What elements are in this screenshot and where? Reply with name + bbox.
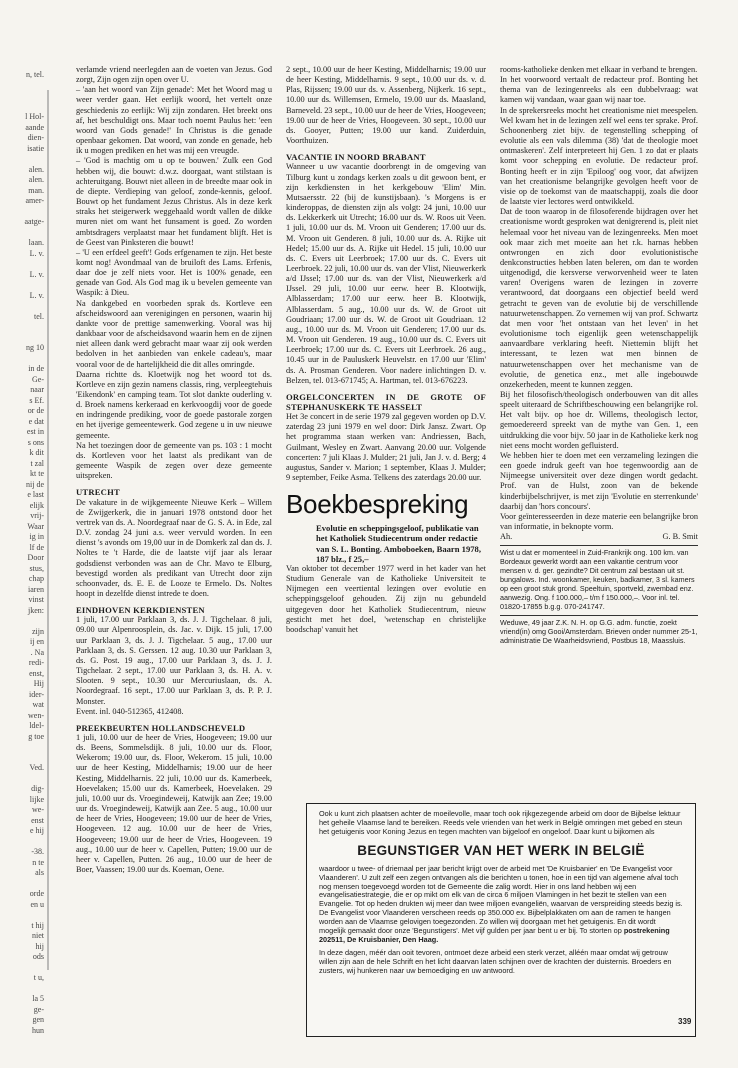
edge-text-line: dien- <box>27 133 44 142</box>
edge-text-line: gen <box>32 1015 44 1024</box>
sermon-paragraph: Na het toezingen door de gemeente van ps. 103 : 1 mocht ds. Kortleven voor het laatst als predikant van de gemeente Waspik de zegen over deze gemeente uitspreken. <box>76 440 272 481</box>
edge-text-line: vinst <box>28 595 44 604</box>
review-book-header: Evolutie en scheppingsgeloof, publikatie van het Katholiek Studiecentrum onder redactie van S. L. Bonting. Amboboeken, Baarn 1978, 187 blz., f 25,– <box>316 523 481 564</box>
sermon-paragraph: Daarna richtte ds. Kloetwijk nog het woord tot ds. Kortleve en zijn gezin namens classis, ring, verpleegtehuis 'Eikendonk' en camping team. Tot slot dankte ouderling v. d. Broek namens kerkeraad en kerkvoogdij voor de goede en indringende prediking, voor de goede pastorale zorgen en het ijverige gemeentewerk. God zegene u in uw nieuwe gemeente. <box>76 369 272 440</box>
edge-text-line: ng 10 <box>26 343 44 352</box>
edge-text-line: elijk <box>29 500 44 510</box>
edge-text-line: hun <box>32 1025 44 1035</box>
edge-text-line: aatge- <box>24 217 44 226</box>
appeal-title: BEGUNSTIGER VAN HET WERK IN BELGIË <box>357 842 645 858</box>
edge-text-line: or de <box>27 406 44 415</box>
edge-text-line: als <box>35 868 44 877</box>
edge-text-line: Ge- <box>32 374 44 384</box>
edge-text-line: wat <box>32 700 44 709</box>
appeal-body-text: waardoor u twee- of driemaal per jaar bericht krijgt over de arbeid met 'De Kruisbanier' en 'De Evangelist voor Vlaanderen'. U zult zelf een zegen ontvangen als die berichten u tonen, hoe in een tijd van algemene afval toch nog mensen toegevoegd worden tot de Gemeente die zalig wordt. Hier in ons land hebben wij een evangelisatiestrategie, die er op mikt om elk van de circa 6 miljoen Vlamingen in het bezit te stellen van een Evangelie. Tot op heden drukten wij meer dan twee miljoen evangeliën, waarvan de verspreiding steeds bezig is. De Evangelist voor Vlaanderen verscheen reeds op 350.000 ex. Bijbelplakkaten om aan de ramen te hangen worden aan de Vlaamse gelovigen toegezonden. Zo willen wij doorgaan met het getuigenis. En dit wordt mogelijk gemaakt door onze 'Begunstigers'. Met vijf gulden per jaar bent u er bij. To storten op <box>319 863 683 936</box>
brabant-heading: VACANTIE IN NOORD BRABANT <box>286 152 426 163</box>
review-paragraph: Voor geïnteresseerden in deze materie een belangrijke bron van informatie, in beknopte vorm. <box>500 511 698 532</box>
signature-left: Ah. <box>500 532 513 542</box>
edge-text-line: isatie <box>27 143 44 153</box>
sermon-report <box>76 65 272 481</box>
edge-text-line <box>0 259 44 270</box>
edge-text-line: s Ef. <box>29 395 44 405</box>
edge-text-line: in de <box>28 364 44 373</box>
review-section-title: Boekbespreking <box>286 489 469 520</box>
edge-text-line: ij en <box>30 637 44 646</box>
review-signature <box>500 532 698 542</box>
edge-text-line: vrij- <box>30 511 44 520</box>
edge-text-line: jken: <box>28 605 44 615</box>
edge-text-line <box>0 910 44 921</box>
edge-text-line: n, tel. <box>26 70 44 79</box>
edge-text-line: orde <box>29 889 44 898</box>
hollandscheveld-text: 1 juli, 10.00 uur de heer de Vries, Hoogeveen; 19.00 uur ds. Beens, Sommelsdijk. 8 juli, 10.00 uur ds. Floor, Wekerom; 19.00 uur, ds. Floor, Wekerom. 15 juli, 10.00 uur de heer Kesting, Middelharnis; 19.00 uur de heer Kesting, Middelharnis. 22 juli, 10.00 uur ds. Kamerbeek, Hoevelaken; 15.00 uur ds. Kamerbeek, Hoevelaken. 29 juli, 10.00 uur ds. Vroegindeweij, Katwijk aan Zee; 19.00 uur ds. Vroegindeweij, Katwijk aan Zee. 5 aug., 10.00 uur de heer de Vries, Hoogeveen; 19.00 uur de heer de Vries, Hoogeveen. 12 aug. 10.00 uur de heer de Vries, Hoogeveen; 19.00 uur de heer de Vries, Hoogeveen. 19 aug., 10.00 uur de heer v. Capellen, Putten; 19.00 uur de heer v. Capellen, Putten. 26 aug., 10.00 uur de heer de Boer, Vaassen; 19.00 uur ds. Koeman, Oene. <box>76 733 272 875</box>
review-paragraph: In de sprekersreeks mocht het creationisme niet meespelen. Wel kwam het in de lezingen zelf wel eens ter sprake. Prof. Schoonenberg ziet bijv. de tegenstelling schepping of evolutie als een vals dilemma (38) 'dat de theologie moet ontmaskeren'. Zelf interpreteert hij Gen. 1 zo dat er plaats komt voor schepping en evolutie. De redacteur prof. Bonting heeft er in zijn 'Epiloog' oog voor, dat afwijzen van het creationisme belangrijke gevolgen heeft voor de visie op de toekomst van de maatschappij, zoals die door de laatste vier lectores werd ontwikkeld. <box>500 105 698 207</box>
edge-text-line: L. v. <box>29 290 44 300</box>
edge-text-line <box>0 333 44 344</box>
edge-text-line: amer- <box>25 196 44 205</box>
edge-text-line <box>0 742 44 753</box>
edge-text-line: Waar <box>27 521 44 531</box>
column-1 <box>76 65 272 875</box>
edge-text-line <box>0 102 44 113</box>
review-text: Van oktober tot december 1977 werd in het kader van het Studium Generale van de Katholieke Universiteit te Nijmegen een veertiental lezingen over evolutie en scheppingsgeloof gehouden. Zij zijn nu gebundeld uitgegeven door het Katholiek Studiecentrum, nieuw gesticht met het doel, 'wetenschap en christelijke boodschap' vanuit het <box>286 563 486 634</box>
edge-text-line: chap <box>28 574 44 583</box>
sermon-paragraph: – 'aan het woord van Zijn genade': Met het Woord mag u weer verder gaan. Het eerlijk woord, het vertelt onze geschiedenis zo eerlijk: Wij zijn zondaren. Het breekt ons af, het beschuldigt ons. Maar toch noemt Paulus het: 'een woord van Gods genade!' In Christus is die genade openbaar gekomen. Dat woord, van zonde en genade, heb ik u mogen prediken en het was mij een vreugde. <box>76 85 272 156</box>
edge-text-line <box>0 301 44 312</box>
utrecht-heading: UTRECHT <box>76 487 120 498</box>
orgel-text: Het 3e concert in de serie 1979 zal gegeven worden op D.V. zaterdag 23 juni 1979 en wel door: Dirk Jansz. Zwart. Op het programma staan werken van: Andriessen, Bach, Guilmant, Wesley en Zwart. Aanvang 20.00 uur. Volgende concerten: 7 juli Klaas J. Mulder; 21 juli, Jan J. v. d. Berg; 4 augustus, Sander v. Marion; 1 september, Klaas J. Mulder; 9 september, Feike Asma. Telkens des zaterdags 20.00 uur. <box>286 412 486 483</box>
edge-text-line <box>0 91 44 102</box>
edge-text-line: s ons <box>27 437 44 447</box>
edge-text-line <box>0 154 44 165</box>
signature-right: G. B. Smit <box>662 532 698 542</box>
belgium-appeal-box <box>306 803 696 1037</box>
edge-text-line <box>0 228 44 239</box>
appeal-footer: In deze dagen, méér dan ooit tevoren, ontmoet deze arbeid een sterk verzet, alléén maar omdat wij getrouw willen zijn aan de hele Schrift en het licht daarvan laten schijnen over de krachten der duisternis. Broeders en zusters, wij hunkeren naar uw bemoediging en uw antwoord. <box>319 947 672 975</box>
edge-text-line: la 5 <box>32 994 44 1003</box>
edge-text-line: L. v. <box>29 248 44 258</box>
edge-text-line: e dat <box>28 416 44 426</box>
edge-text-line: naar <box>30 385 44 394</box>
edge-text-line: dig- <box>31 784 44 793</box>
review-paragraph: Bij het filosofisch/theologisch onderbouwen van dit alles speelt uiteraard de Schriftbeschouwing een belangrijke rol. Het valt bijv. op hoe dr. Willems, theologisch lector, gemoedereerd spreekt van de mythe van Gen. 1, een uitdrukking die voor bijv. 50 jaar in de Katholieke kerk nog niet eens mocht worden gefluisterd. <box>500 390 698 450</box>
edge-text-line <box>0 774 44 785</box>
edge-text-line: en u <box>30 899 44 909</box>
edge-text-line: nij de <box>26 479 44 489</box>
edge-text-line: e last <box>27 490 44 499</box>
sermon-paragraph: verlamde vriend neerlegden aan de voeten van Jezus. God zorgt, Zijn ogen zijn open over U. <box>76 65 272 85</box>
edge-text-line: niet <box>32 931 44 940</box>
eindhoven-heading: EINDHOVEN KERKDIENSTEN <box>76 605 205 616</box>
sermon-paragraph: – 'God is machtig om u op te bouwen.' Zulk een God hebben wij, die bouwt: d.w.z. doorgaat, want stilstaan is achteruitgang. Bouwt niet alleen in de breedte maar ook in de diepte. Verdieping van geloof, zonde-kennis, geloof. Bouwt op het fundament Jezus Christus. Als in deze kerk straks het steigerwerk weggehaald wordt vallen de dikke muren niet om want het funsament is goed. Zo worden ambtsdragers verplaatst maar het fundament blijft. Het is de Geest van Pinksteren die bouwt! <box>76 156 272 247</box>
edge-text-line <box>0 354 44 365</box>
edge-text-line: ldel- <box>29 721 44 730</box>
classified-widow: Weduwe, 49 jaar Z.K. N. H. op G.G. adm. functie, zoekt vriend(in) omg Gooi/Amsterdam. Brieven onder nummer 25-1, administratie De Waarheidsvriend, Postbus 18, Maassluis. <box>500 617 698 645</box>
page-number: 339 <box>678 1017 692 1026</box>
edge-text-line: . Na <box>30 647 44 657</box>
edge-text-line <box>0 81 44 92</box>
edge-text-line: ge- <box>33 1004 44 1014</box>
edge-text-line: ider- <box>29 689 44 699</box>
edge-text-line: k dit <box>29 448 44 457</box>
edge-text-line: t hij <box>31 920 44 930</box>
edge-text-line: man. <box>28 185 44 195</box>
edge-text-line: wen- <box>28 710 44 720</box>
edge-text-line: t zal <box>30 458 44 468</box>
edge-text-line: hij <box>35 941 44 951</box>
orgel-heading: ORGELCONCERTEN IN DE GROTE OF STEPHANUSKERK TE HASSELT <box>286 391 486 412</box>
appeal-body <box>319 865 683 945</box>
edge-text-line: alen. <box>28 175 44 184</box>
classified-vacation-centre: Wist u dat er momenteel in Zuid-Frankrijk ong. 100 km. van Bordeaux gewerkt wordt aan een vakantie centrum voor mensen v. d. ger. gezindte? Dit centrum zal bestaan uit st. bungalows. Ind. woonkamer, keuken, badkamer, 3 sl. kamers op een groot stuk grond. Speeltuin, sportveld, zwembad enz. aanwezig. Ong. f 100.000,– t/m f 150.000,–. Voor inl. tel. 01820-17855 b.g.g. 070-241747. <box>500 548 695 611</box>
edge-text-line <box>0 616 44 627</box>
edge-text-line: tel. <box>34 311 44 321</box>
review-paragraph: Dat de toon waarop in de filosoferende bijdragen over het creationisme wordt gesproken wat denigrerend is, pleit niet helemaal voor het niveau van de lezingenreeks. Men moet ook maar zich met moeite aan het r.k. harnas hebben ontwrongen en zich door evolutionistische denkconstructies hebben laten beleren, om dan te worden uitgenodigd, die kersverse verworvenheid weer te laten varen! Overigens waren de lezingen in zoverre verantwoord, dat doorgaans een objectief beeld werd getracht te geven van de evolutie bij de verschillende natuurwetenschappen. Zo vernemen wij van prof. Schwartz dat men voor 'het ontstaan van het leven' in het evolutionisme toch eigenlijk geen wetenschappelijk aanvaardbare verklaring heeft. Niettemin blijft het interessant, te lezen wat men binnen de natuurwetenschappen over het mechanisme van de evolutie, de genetica enz., met alle ingebouwde onzekerheden, meent te kunnen zeggen. <box>500 207 698 389</box>
divider <box>500 545 698 546</box>
edge-text-line: aande <box>25 122 44 132</box>
edge-text-line: ods <box>32 952 44 961</box>
edge-text-line: laan. <box>28 238 44 247</box>
edge-text-line: stus, <box>29 563 44 573</box>
edge-text-line: e hij <box>30 826 44 835</box>
edge-text-line <box>0 837 44 848</box>
edge-text-line <box>0 984 44 995</box>
edge-text-line: alen. <box>28 164 44 174</box>
edge-text-line: Door <box>27 553 44 562</box>
edge-text-line <box>0 322 44 333</box>
edge-text-line <box>0 963 44 974</box>
eindhoven-text: 1 juli, 17.00 uur Parklaan 3, ds. J. J. Tigchelaar. 8 juli, 09.00 uur Alpenroosplein, ds. Jac. v. Dijk. 15 juli, 17.00 uur Parklaan 3, ds. J. J. Tigchelaar. 5 aug., 17.00 uur Parklaan 3, ds. S. Gerssen. 12 aug. 10.30 uur Parklaan 3, ds. G. Post. 19 aug., 17.00 uur Parklaan 3, ds. J. J. Tigchelaar. 2 sept., 17.00 uur Parklaan 3, ds. H. A. v. Slooten. 9 sept., 10.30 uur Mercuriuslaan, ds. A. Noordegraaf. 16 sept., 17.00 uur Parklaan 3, ds. P. P. J. Monster. <box>76 615 272 706</box>
divider <box>500 615 698 616</box>
edge-text-line: n te <box>32 857 44 867</box>
column-2 <box>286 65 486 635</box>
edge-text-line: enst, <box>29 668 44 678</box>
appeal-account: postrekening 202511, De Kruisbanier, Den Haag. <box>319 926 670 944</box>
binding-gutter <box>47 90 49 970</box>
brabant-text: Wanneer u uw vacantie doorbrengt in de omgeving van Tilburg kunt u zondags kerken zoals u dit gewoon bent, er zijn kerkdiensten in het kerkgebouw 'Elim' Min. Mutsaersstr. 22 (bij de kunstijsbaan). 's Morgens is er kinderoppas, de diensten zijn als volgt: 24 juni, 10.00 uur ds. Lekkerkerk uit Utrecht; 16.00 uur ds. W. Roos uit Veen. 1 juli, 10.00 uur ds. M. Vroon uit Genderen; 17.00 uur ds. M. Vroon uit Genderen. 8 juli, 10.00 uur ds. A. Rijke uit Hedel; 15.00 uur ds. A. Rijke uit Hedel. 15 juli, 10.00 uur ds. C. Evers uit Leerbroek; 17.00 uur ds. C. Evers uit Leerbroek. 22 juli, 10.00 uur ds. van der Vlist, Nieuwerkerk a/d IJssel; 17.00 uur ds. van der Vlist, Nieuwerkerk a/d IJssel. 29 juli, 10.00 uur eerw. heer B. Klootwijk, Alblasserdam; 17.00 uur eerw. heer B. Klootwijk, Alblasserdam. 5 aug., 10.00 uur ds. W. de Groot uit Goudriaan; 17.00 uur ds. W. de Groot uit Goudriaan. 12 aug., 10.00 uur ds. M. Vroon uit Genderen; 17.00 uur ds. M. Vroon uit Genderen. 19 aug., 10.00 uur ds. C. Evers uit Leerbroek; 17.00 uur ds. C. Evers uit Leerbroek. 26 aug., 10.45 uur in de Pauluskerk Heuvelstr. en 17.00 uur 'Elim' ds. A. Prosman Genderen. Voor nadere inlichtingen D. v. Belzen, tel. 013-671745; A. Hartman, tel. 013-676223. <box>286 162 486 385</box>
edge-text-line: enst <box>31 815 44 825</box>
edge-text-line <box>0 753 44 764</box>
edge-text-line <box>0 207 44 218</box>
edge-text-line: lf de <box>29 542 44 552</box>
edge-text-line: ig in <box>29 532 44 541</box>
edge-text-line: lijke <box>29 794 44 804</box>
review-paragraph: We hebben hier te doen met een verzameling lezingen die een goede indruk geeft van hoe tegenwoordig aan de Nijmeegse universiteit over deze dingen wordt gedacht. Prof. van de Hulst, zoon van de bekende kinderbijbelschrijver, is met zijn 'Evolutie en sterrenkunde' daarbij dan 'hors concours'. <box>500 450 698 511</box>
edge-text-line: Hij <box>33 679 44 688</box>
column-3 <box>500 65 698 645</box>
edge-text-line: g toe <box>28 731 44 741</box>
edge-text-line: redi- <box>28 658 44 667</box>
edge-text-line: l Hol- <box>25 112 44 121</box>
edge-text-line: we- <box>32 805 44 814</box>
sermon-paragraph: Na dankgebed en voorbeden sprak ds. Kortleve een afscheidswoord aan verenigingen en personen, waarin hij dankte voor de prettige samenwerking. Vooral was hij dankbaar voor de afscheidsavond waarin hem en de zijnen niet alleen dank werd gebracht maar waar zij ook werden bedolven in het aanbieden van enkele cadeau's, maar vooral voor de de hartelijkheid die dit alles omringde. <box>76 298 272 369</box>
preekbeurten-continued: 2 sept., 10.00 uur de heer Kesting, Middelharnis; 19.00 uur de heer Kesting, Middelharnis. 9 sept., 10.00 uur ds. v. d. Plas, Rijssen; 19.00 uur ds. v. Assenberg, Nijkerk. 16 sept., 10.00 uur ds. Willemsen, Ermelo, 19.00 uur ds. Maasland, Barneveld. 23 sept., 10.00 uur de heer de Vries, Hoogeveen; 19.00 uur de heer de Vries, Hoogeveen. 30 sept., 10.00 uur ds. Gooyer, Putten; 19.00 uur kand. Zuiderduin, Voorthuizen. <box>286 65 486 146</box>
review-paragraph: rooms-katholieke denken met elkaar in verband te brengen. <box>500 65 698 74</box>
review-paragraph: In het voorwoord vertaalt de redacteur prof. Bonting het thema van de lezingenreeks als een dubbelvraag: wat kamen wij vandaan, waar gaan wij naar toe. <box>500 75 698 105</box>
edge-text-line <box>0 280 44 291</box>
edge-text-line: zijn <box>32 626 44 636</box>
edge-text-line: iaren <box>28 584 44 594</box>
sermon-paragraph: – 'U een erfdeel geeft'! Gods erfgenamen te zijn. Het beste komt nog! Avondmaal van de bruiloft des Lams. Erfenis, daar doe je zelf niets voor. Het is 100% genade, een genade van God. Als God mag ik u bevelen gemeente van Waspik: à Dieu. <box>76 247 272 298</box>
appeal-intro: Ook u kunt zich plaatsen achter de moeilevolle, maar toch ook rijkgezegende arbeid om door de Bijbelse lektuur het geheile Vlaamse land te bereiken. Reeds vele vrienden van het werk in België omringen met gebed en steun het getuigenis voor Koning Jezus en tegen machten van bijgeloof en ongeloof. Daar kunt u bijkomen als <box>319 809 683 836</box>
previous-page-edge <box>0 70 44 1035</box>
hollandscheveld-heading: PREEKBEURTEN HOLLANDSCHEVELD <box>76 722 246 733</box>
edge-text-line: est in <box>26 427 44 436</box>
edge-text-line <box>0 879 44 890</box>
edge-text-line: L. v. <box>29 269 44 279</box>
edge-text-line: -38. <box>31 847 44 856</box>
edge-text-line: t u, <box>33 973 44 982</box>
review-continued <box>500 65 698 532</box>
utrecht-text: De vakature in de wijkgemeente Nieuwe Kerk – Willem de Zwijgerkerk, die in januari 1978 ontstond door het vertrek van ds. A. Noordegraaf naar de G. S. A. in Ede, zal D.V. zondag 24 juni a.s. weer vervuld worden. In een dienst 's avonds om 19,00 uur in de Domkerk zal dan ds. J. Noltes te 't Harde, die de laatste vijf jaar als leraar godsdienst verbonden was aan de Chr. Mavo te Elburg, bevestigd worden als predikant van Utrecht door zijn schoonvader, ds. E. E. de Looze te Ermelo. Ds. Noltes hoopt in dezelfde dienst intrede te doen. <box>76 497 272 598</box>
edge-text-line: Ved. <box>29 763 44 772</box>
eindhoven-info: Event. inl. 040-512365, 412408. <box>76 706 184 716</box>
edge-text-line: kt te <box>30 469 44 478</box>
